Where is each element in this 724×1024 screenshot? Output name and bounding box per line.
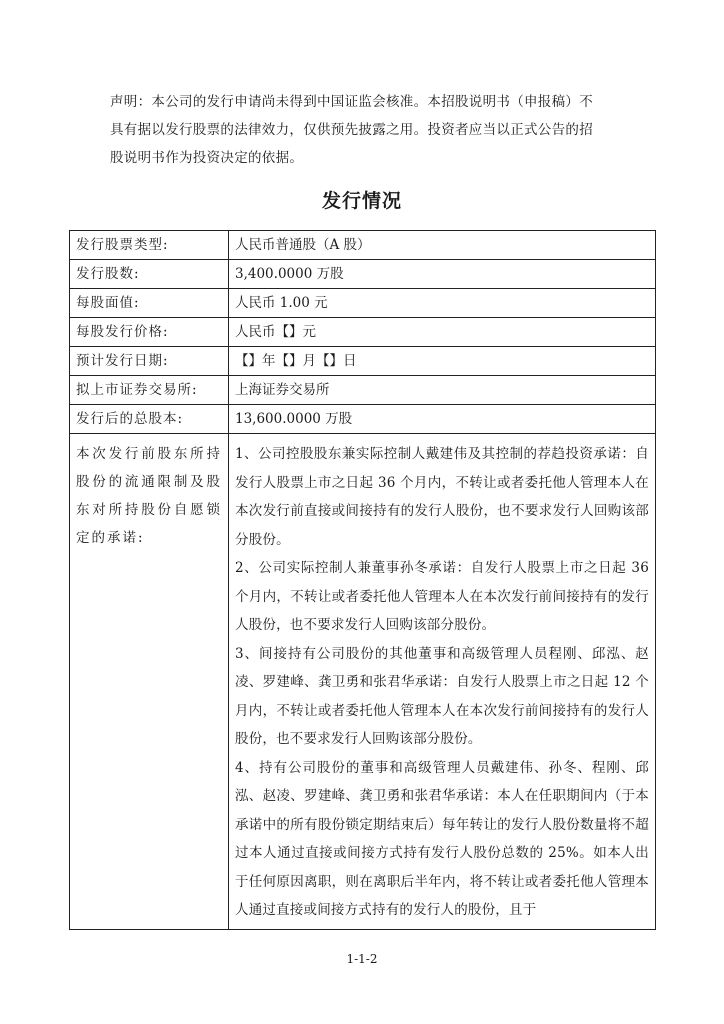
row-value: 人民币【】元 xyxy=(229,318,656,347)
row-label: 拟上市证券交易所: xyxy=(70,376,229,405)
commitment-item: 1、公司控股股东兼实际控制人戴建伟及其控制的荐趋投资承诺：自发行人股票上市之日起 36 个月内，不转让或者委托他人管理本人在本次发行前直接或间接持有的发行人股份，也不要求发行人回购该部分股份。 xyxy=(235,446,649,548)
commitment-item: 3、间接持有公司股份的其他董事和高级管理人员程刚、邱泓、赵凌、罗建峰、龚卫勇和张君华承诺：自发行人股票上市之日起 12 个月内，不转让或者委托他人管理本人在本次发行前间接持有的发行人股份，也不要求发行人回购该部分股份。 xyxy=(235,645,649,747)
row-label: 发行股票类型: xyxy=(70,231,229,260)
disclaimer-statement xyxy=(110,88,622,172)
issuance-info-table xyxy=(69,230,656,930)
row-value: 3,400.0000 万股 xyxy=(229,260,656,289)
page-title: 发行情况 xyxy=(321,190,402,212)
table-row xyxy=(70,260,656,289)
row-value: 上海证券交易所 xyxy=(229,376,656,405)
row-value: 人民币 1.00 元 xyxy=(229,289,656,318)
row-label: 发行后的总股本: xyxy=(70,405,229,434)
lockup-label: 本次发行前股东所持股份的流通限制及股东对所持股份自愿锁定的承诺: xyxy=(70,434,229,930)
table-row xyxy=(70,405,656,434)
disclaimer-line: 股说明书作为投资决定的依据。 xyxy=(110,150,304,166)
disclaimer-line: 具有据以发行股票的法律效力，仅供预先披露之用。投资者应当以正式公告的招 xyxy=(110,122,593,138)
lockup-row xyxy=(70,434,656,930)
commitment-item: 4、持有公司股份的董事和高级管理人员戴建伟、孙冬、程刚、邱泓、赵凌、罗建峰、龚卫勇和张君华承诺：本人在任职期间内（于本承诺中的所有股份锁定期结束后）每年转让的发行人股份数量将不超过本人通过直接或间接方式持有发行人股份总数的 25%。如本人出于任何原因离职，则在离职后半年内，将不转让或者委托他人管理本人通过直接或间接方式持有的发行人的股份，且于 xyxy=(235,759,649,918)
lockup-commitments xyxy=(229,434,656,930)
commitment-item: 2、公司实际控制人兼董事孙冬承诺：自发行人股票上市之日起 36 个月内，不转让或者委托他人管理本人在本次发行前间接持有的发行人股份，也不要求发行人回购该部分股份。 xyxy=(235,560,649,633)
page-number: 1-1-2 xyxy=(346,952,378,966)
disclaimer-line: 声明：本公司的发行申请尚未得到中国证监会核准。本招股说明书（申报稿）不 xyxy=(110,94,593,110)
row-value: 【】年【】月【】日 xyxy=(229,347,656,376)
row-value: 人民币普通股（A 股） xyxy=(229,231,656,260)
table-row xyxy=(70,318,656,347)
table-row xyxy=(70,347,656,376)
table-row xyxy=(70,376,656,405)
row-value: 13,600.0000 万股 xyxy=(229,405,656,434)
row-label: 每股面值: xyxy=(70,289,229,318)
row-label: 发行股数: xyxy=(70,260,229,289)
row-label: 预计发行日期: xyxy=(70,347,229,376)
table-row xyxy=(70,289,656,318)
table-row xyxy=(70,231,656,260)
row-label: 每股发行价格: xyxy=(70,318,229,347)
